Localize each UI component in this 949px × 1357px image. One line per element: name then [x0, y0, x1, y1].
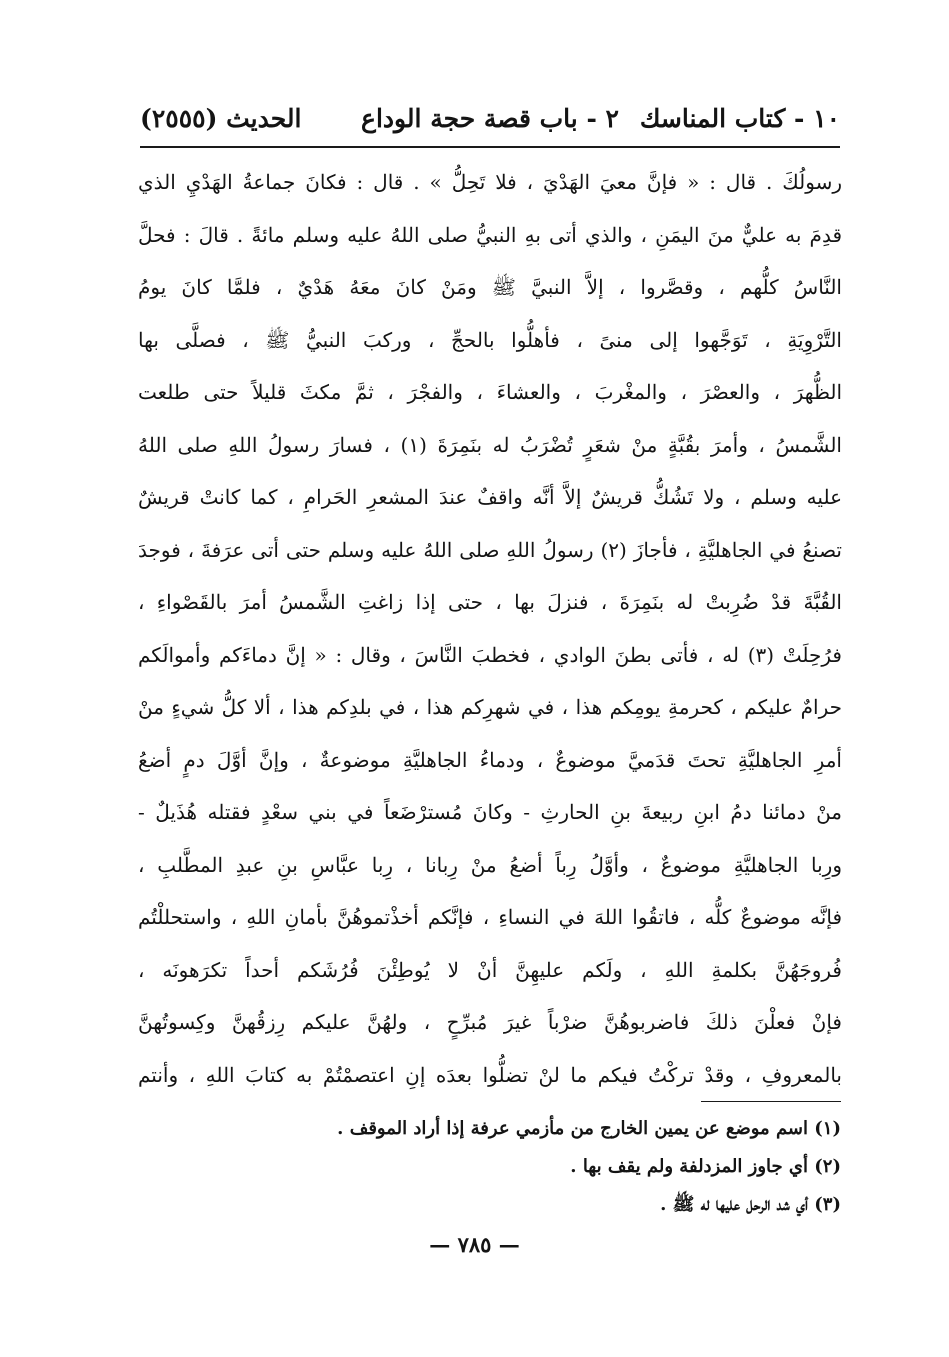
text-line: منْ دمائنا دمُ ابنِ ربيعةَ بنِ الحارثِ - وكانَ مُسترْضَعاً في بني سعْدٍ فقتله هُذَيلٌ - [138, 800, 842, 824]
header-hadith-number: الحديث (٢٥٥٥) [140, 104, 302, 133]
text-line: عليه وسلم ، ولا تَشُكُّ قريشٌ إلاَّ أنَّه واقفٌ عندَ المشعرِ الحَرامِ ، كما كانتْ قريشٌ [138, 485, 842, 509]
text-line: القُبَّةَ قدْ ضُرِبتْ له بنَمِرَةَ ، فنزلَ بها ، حتى إذا زاغتِ الشَّمسُ أمرَ بالقَصْواءِ ، [138, 590, 842, 614]
text-line: أمرِ الجاهليَّةِ تحتَ قدَميَّ موضوعٌ ، ودماءُ الجاهليَّةِ موضوعةٌ ، وإنَّ أوَّلَ دمٍ أضعُ [138, 747, 842, 772]
text-line: فإنَّه موضوعٌ كلُّه ، فاتقُوا اللهَ في النساءِ ، فإنَّكم أخذْتموهُنَّ بأمانِ اللهِ ، واستحللْتُم [138, 905, 842, 929]
page-number: — ٧٨٥ — [429, 1232, 520, 1257]
main-text [138, 156, 842, 1101]
text-line: حرامٌ عليكم ، كحرمةِ يومِكم هذا ، في شهرِكم هذا ، في بلدِكم هذا ، ألا كلُّ شيءٍ منْ [138, 695, 842, 719]
footnote-2: (٢) أي جاوز المزدلفة ولم يقف بها . [570, 1156, 841, 1177]
text-line: الظُّهرَ ، والعصْرَ ، والمغْربَ ، والعشاءَ ، والفجْرَ ، ثمَّ مكثَ قليلاً حتى طلعت [138, 380, 842, 404]
text-line: قدِمَ به عليٌّ منَ اليمَنِ ، والذي أتى بهِ النبيُّ صلى اللهُ عليه وسلم مائةً . قالَ : فحلَّ [138, 222, 842, 247]
text-line: تصنعُ في الجاهليَّةِ ، فأجازَ (٢) رسولُ اللهِ صلى اللهُ عليه وسلم حتى أتى عرَفةَ ، فوجدَ [138, 537, 842, 562]
header-divider [140, 146, 840, 148]
footnote-1: (١) اسم موضع عن يمين الخارج من مأزمي عرفة إذا أراد الموقف . [337, 1118, 841, 1139]
running-header [140, 96, 840, 144]
header-book-title: ١٠ - كتاب المناسك [639, 104, 840, 133]
header-chapter-title: ٢ - باب قصة حجة الوداع [361, 104, 619, 133]
footnotes [141, 1110, 841, 1224]
text-line: رسولُكَ . قال : « فإنَّ معيَ الهَدْيَ ، فلا تَحِلُّ » . قال : فكانَ جماعةُ الهَدْيِ الذي [138, 170, 842, 194]
text-line: بالمعروفِ ، وقدْ تركْتُ فيكم ما لنْ تضلُّوا بعدَه إنِ اعتصمْتُمْ به كتابَ اللهِ ، وأنتم [138, 1062, 842, 1087]
text-line: فإنْ فعلْنَ ذلكَ فاضربوهُنَّ ضرْباً غيرَ مُبرِّحٍ ، ولهُنَّ عليكم رِزقُهنَّ وكِسوتُهنَّ [138, 1010, 842, 1034]
text-line: ورِبا الجاهليَّةِ موضوعٌ ، وأوَّلُ رِباً أضعُ منْ رِبانا ، رِبا عبَّاسِ بنِ عبدِ المطَّلبِ ، [138, 852, 842, 877]
text-line: فُروجَهُنَّ بكلمةِ اللهِ ، ولَكم عليهِنَّ أنْ لا يُوطِئْنَ فُرُشَكم أحداً تكرَهونَه ، [138, 957, 842, 982]
footnote-divider [701, 1101, 841, 1102]
text-line: النَّاسُ كلُّهم ، وقصَّروا ، إلاَّ النبيَّ ﷺ ومَنْ كانَ معَهُ هَدْيٌ ، فلمَّا كانَ يومُ [138, 275, 842, 299]
text-line: الشَّمسُ ، وأمرَ بقُبَّةٍ منْ شعَرٍ تُضْرَبُ له بنَمِرَةَ (١) ، فسارَ رسولُ اللهِ صلى اللهُ [138, 432, 842, 457]
text-line: فرُحِلَتْ (٣) له ، فأتى بطنَ الوادي ، فخطبَ النَّاسَ ، وقال : « إنَّ دماءَكم وأموالَكم [138, 642, 842, 667]
footnote-3: (٣) أي شد الرحل عليها له ﷺ . [660, 1194, 841, 1215]
text-line: التَّرْوِيَةِ ، تَوَجَّهوا إلى منىً ، فأهلُّوا بالحجِّ ، وركبَ النبيُّ ﷺ ، فصلَّى بها [138, 327, 842, 352]
